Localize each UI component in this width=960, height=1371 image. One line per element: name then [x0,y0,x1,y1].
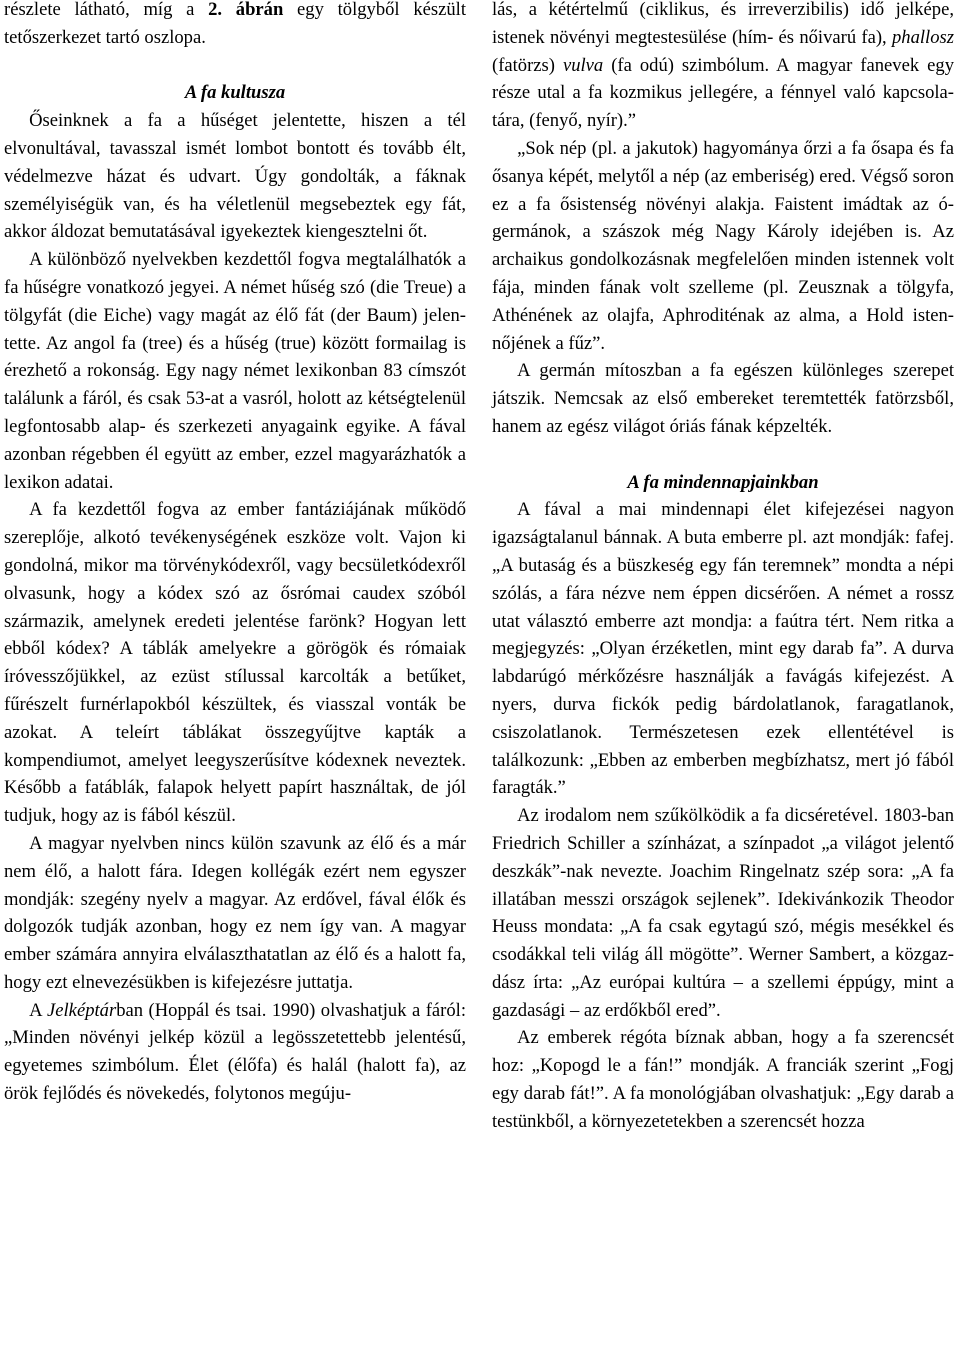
spacer [4,52,466,80]
paragraph: Az emberek régóta bíznak abban, hogy a fa szerencsét hoz: „Kopogd le a fán!” mondják. A franciák szerint „Fogj egy darab fát!”. A fa monológjában olvashatjuk: „Egy darab a testünkből, a környezetetekben a szerencsét hozza [492,1027,954,1132]
paragraph: „Sok nép (pl. a jakutok) hagyománya őrzi a fa ősapa és fa ősanya képét, melytől a nép (az emberiség) ered. Végső soron ez a fa ősistenség növényi alakja. Faistent imádtak az ógermánok, a szászok még Nagy Károly idejében is. Az archaikus gondolkozásnak megfelelően minden istennek volt fája, minden fának volt szelleme (pl. Zeusznak a tölgyfa, Athénének az olajfa, Aphroditénak az alma, a Hold istennőjének a fűz”. [492,137,954,354]
intro-paragraph [4,0,466,52]
paragraph: A fával a mai mindennapi élet kifejezései nagyon igazságtalanul bánnak. A buta emberre pl. azt mondják: fafej. „A butaság és a büszkeség egy fán teremnek” mondta a népi szólás, a fára nézve nem éppen dicsérően. A német a rossz utat választó emberre azt mondja: a faútra tért. Nem ritka a megjegyzés: „Olyan érzéketlen, mint egy darab fa”. A durva labdarúgó mérkőzésre használják a favágás kifejezést. A nyers, durva fickók pedig bárdolatlanok, faragatlanok, csiszolatlanok. Természetesen ezek ellentétével is találkozunk: „Ebben az emberben megbízhatsz, mert jó fából faragták.” [492,499,954,799]
continued-paragraph [492,0,954,135]
paragraph: A germán mítoszban a fa egészen különleges szerepet játszik. Nemcsak az első embereket teremtették fatörzsből, hanem az egész világot óriás fának képzelték. [492,360,954,437]
left-column [4,0,466,1108]
text-run: (fatörzs) [492,54,563,76]
intro-rest-text: egy tölgyből készült tetőszerkezet tartó oszlopa. [4,0,466,48]
text-run: A [29,999,48,1021]
section-heading-kultusz: A fa kultusza [184,82,286,104]
paragraph: A különböző nyelvekben kezdettől fogva megtalálhatók a fa hűségre vonatkozó jegyei. A német hűség szó (die Treue) a tölgyfát (die Eiche) vagy magát az élő fát (der Baum) jelentette. Az angol fa (tree) és a hűség (true) között formailag is érezhető a rokonság. Egy nagy német lexikonban 83 címszót találunk a fáról, és csak 53-at a vasról, holott az kétségtelenül legfontosabb alap- és szerkezeti anyagaink egyike. A fával azonban régebben él együtt az ember, ezzel magyarázhatók a lexikon adatai. [4,249,466,493]
book-title: Jelképtár [47,999,117,1021]
paragraph: Őseinknek a fa a hűséget jelentette, hiszen a tél elvonultával, tavasszal ismét lombot bontott és tovább élt, védelmezve házat és udvart. Úgy gondolták, a fáknak személyiségük van, és ha véletlenül megsebeztek egy fát, akkor áldozat bemutatásával igyekeztek kiengesztelni őt. [4,110,466,243]
figure-reference: 2. ábrán [208,0,284,20]
text-run: lás, a kétértelmű (ciklikus, és irreverzibilis) idő jelképe, istenek növényi megtestesülése (hím- és nőivarú fa), [492,0,954,48]
section-heading-mindennapjainkban: A fa mindennapjainkban [627,471,819,493]
intro-text: részlete látható, míg a [4,0,209,20]
paragraph-jelkeptar [4,997,466,1108]
paragraph: Az irodalom nem szűkölködik a fa dicséretével. 1803-ban Friedrich Schiller a színházat, a színpadot „a világot jelentő deszkák”-nak nevezte. Joachim Ringelnatz szép sora: „A fa illatában messzi országok sejlenek”. Idekivánkozik Theodor Heuss mondata: „A fa csak egytagú szó, mégis mesékkel és csodákkal teli világ áll mögötte”. Werner Sambert, a közgazdász írta: „Az európai kultúra – a szellemi éppúgy, mint a gazdasági – az erdőkből ered”. [492,805,954,1021]
paragraph: A fa kezdettől fogva az ember fantáziájának működő szereplője, alkotó tevékenységének eszköze volt. Vajon ki gondolná, mikor ma törvénykódexről, vagy becsületkódexről olvasunk, hogy a kódex szó az ősrómai caudex szóból származik, amelynek eredeti jelentése farönk? Hogyan lett ebből kódex? A táblák amelyekre a görögök és rómaiak íróvesszőjükkel, az ezüst stílussal karcolták a betűket, fűrészelt furnérlapokból készültek, és viasszal vonták be azokat. A teleírt táblákat összegyűjtve kapták a kompendiumot, amelyet leegyszerűsítve kódexnek neveztek. Később a fatáblák, falapok helyett papírt használtak, de jól tudjuk, hogy az is fából készül. [4,499,466,827]
paragraph: A magyar nyelvben nincs külön szavunk az élő és a már nem élő, a halott fára. Idegen kollégák ezért nem egyszer mondják: szegény nyelv a magyar. Az erdővel, fával élők és dolgozók tudják azonban, hogy ez nem így van. A magyar ember számára annyira elválaszthatatlan az élő és a halott fa, hogy ezt elnevezésükben is kifejezésre juttatja. [4,832,466,993]
italic-term: phallosz [892,26,954,48]
right-column [492,0,954,1136]
text-run: ban (Hoppál és tsai. 1990) olvashatjuk a fáról: „Minden növényi jelkép közül a legösszetettebb jelentésű, egyetemes szimbólum. Élet (élőfa) és halál (halott fa), az örök fejlődés és növekedés, folytonos megúju- [4,999,466,1105]
italic-term: vulva [562,54,604,76]
text-run: (fa odú) szimbólum. A magyar fanevek egy része utal a fa kozmikus jellegére, a fénnyel való kapcsolatára, (fenyő, nyír).” [492,54,954,132]
spacer [492,441,954,469]
